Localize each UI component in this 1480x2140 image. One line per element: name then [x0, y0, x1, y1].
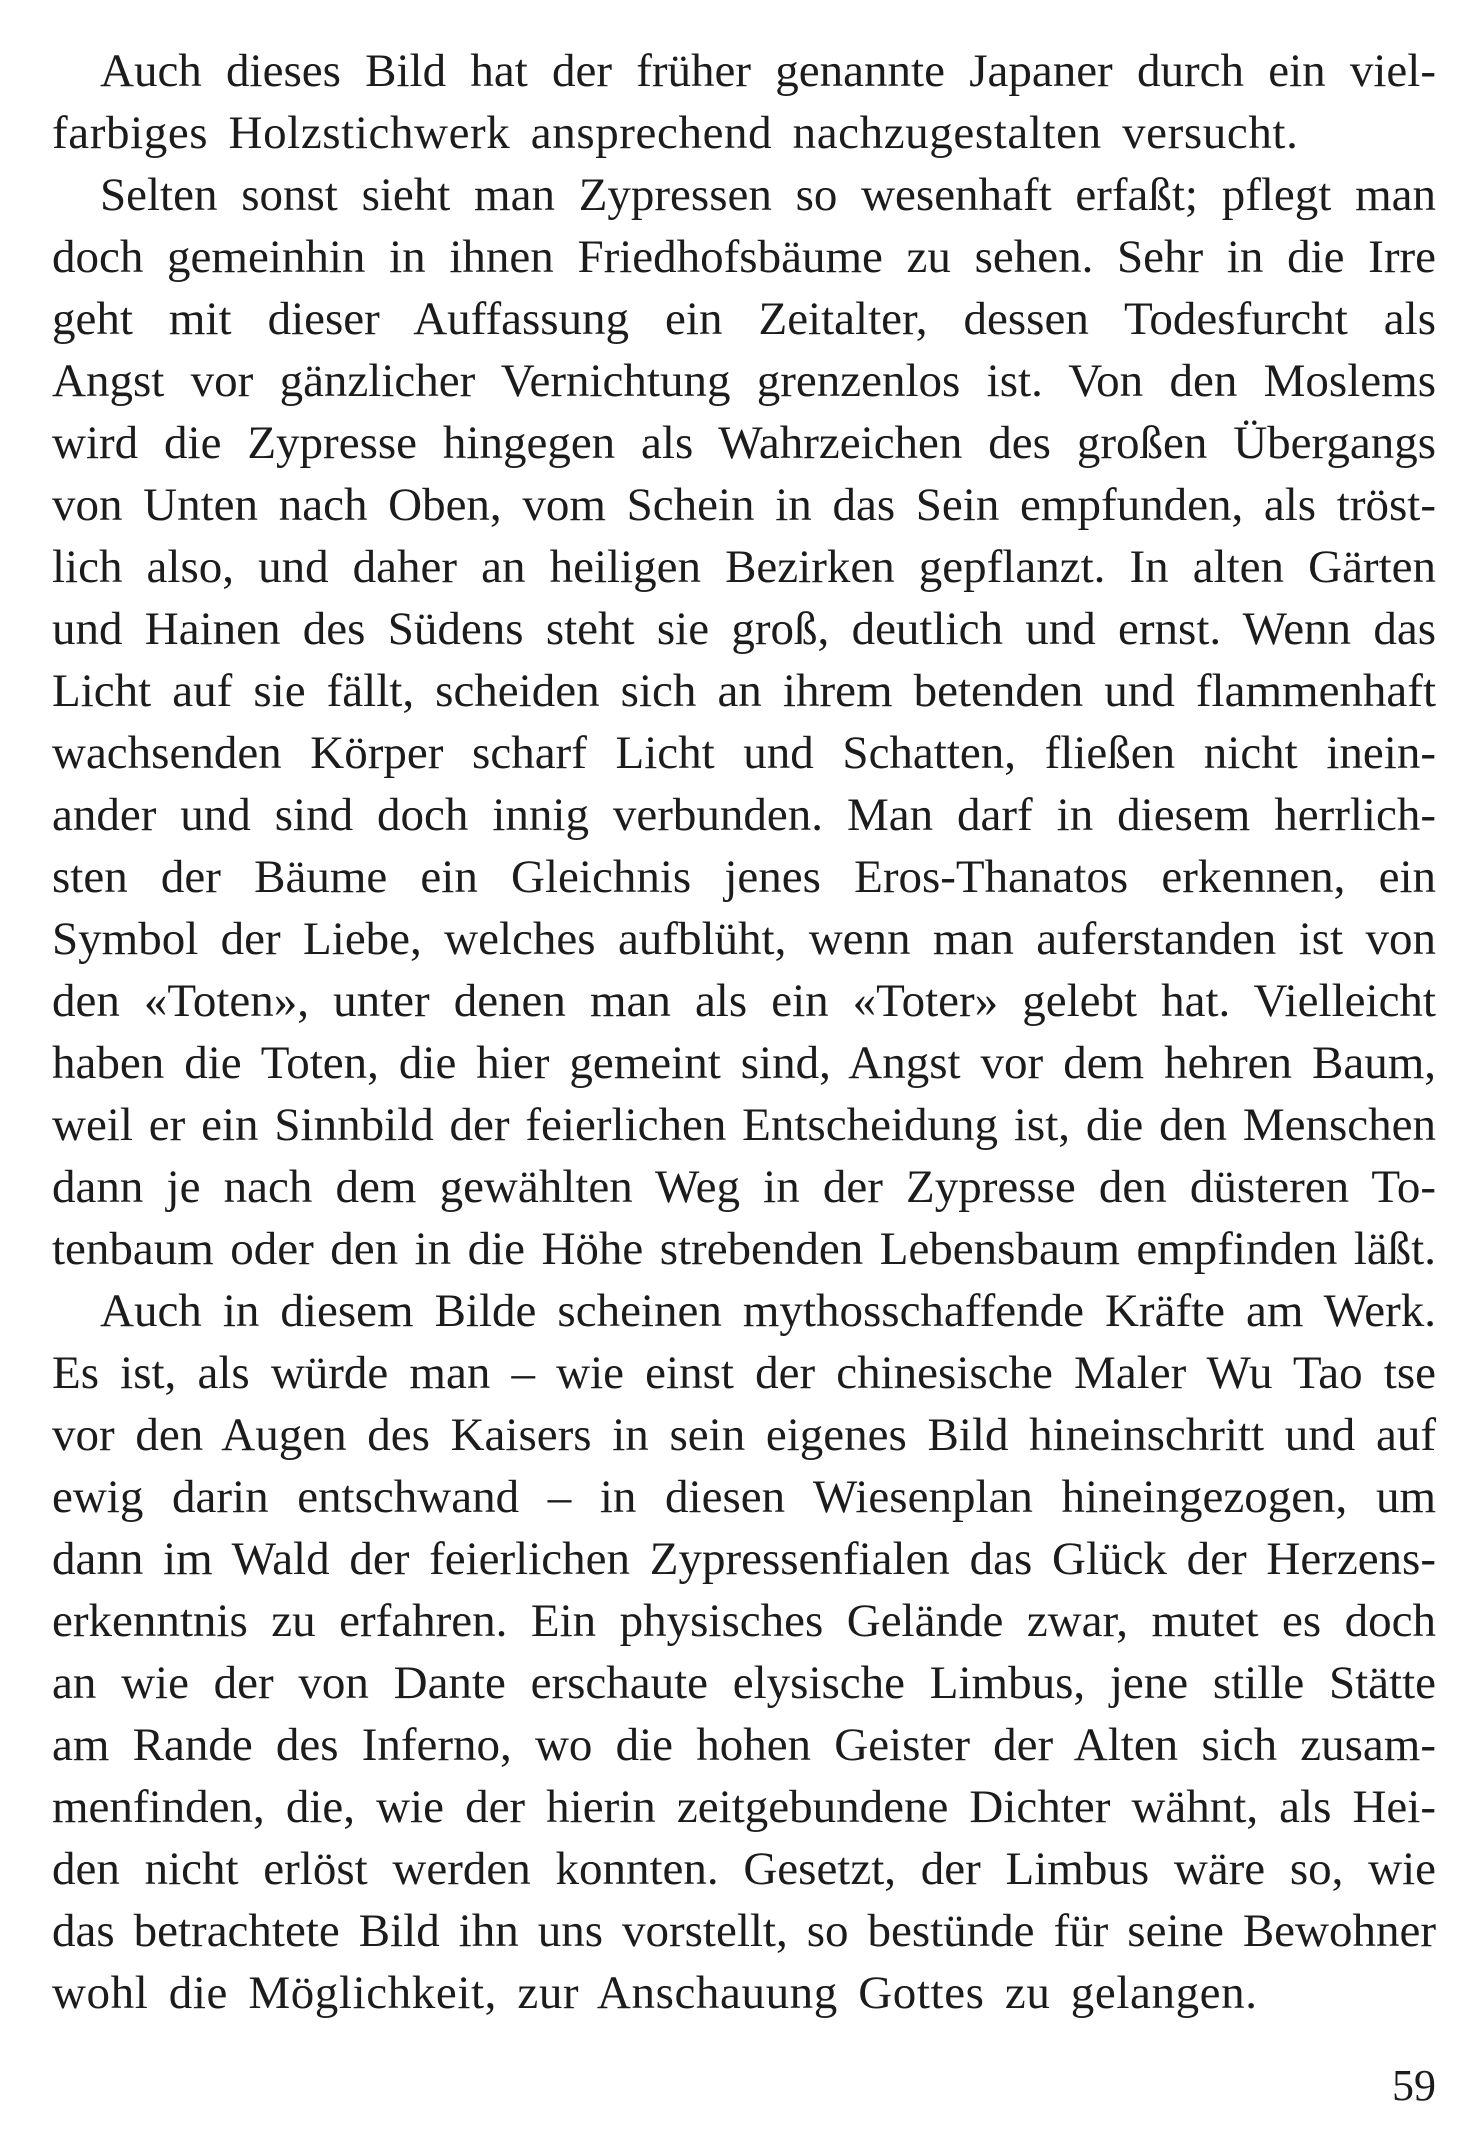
body-text	[52, 40, 1436, 2024]
text-line: das betrachtete Bild ihn uns vorstellt, so bestünde für seine Bewohner	[52, 1905, 1436, 1957]
text-line: menfinden, die, wie der hierin zeitgebundene Dichter wähnt, als Hei-	[52, 1781, 1436, 1833]
paragraph	[52, 164, 1436, 1280]
text-line: am Rande des Inferno, wo die hohen Geister der Alten sich zusam-	[52, 1719, 1436, 1771]
text-line: Licht auf sie fällt, scheiden sich an ihrem betenden und flammenhaft	[52, 665, 1436, 717]
text-line: dann je nach dem gewählten Weg in der Zypresse den düsteren To-	[52, 1161, 1436, 1213]
text-line: sten der Bäume ein Gleichnis jenes Eros-Thanatos erkennen, ein	[52, 851, 1436, 903]
text-line: den nicht erlöst werden konnten. Gesetzt, der Limbus wäre so, wie	[52, 1843, 1436, 1895]
text-line: dann im Wald der feierlichen Zypressenfialen das Glück der Herzens-	[52, 1533, 1436, 1585]
text-line: wohl die Möglichkeit, zur Anschauung Gottes zu gelangen.	[52, 1967, 1258, 2019]
text-line: lich also, und daher an heiligen Bezirken gepflanzt. In alten Gärten	[52, 541, 1436, 593]
paragraph	[52, 40, 1436, 164]
paragraph	[52, 1280, 1436, 2024]
text-line: den «Toten», unter denen man als ein «Toter» gelebt hat. Vielleicht	[52, 975, 1436, 1027]
text-line: Auch dieses Bild hat der früher genannte Japaner durch ein viel-	[100, 45, 1436, 97]
text-line: Angst vor gänzlicher Vernichtung grenzenlos ist. Von den Moslems	[52, 355, 1436, 407]
text-line: farbiges Holzstichwerk ansprechend nachzugestalten versucht.	[52, 107, 1299, 159]
page-number: 59	[1392, 2061, 1436, 2110]
text-line: ander und sind doch innig verbunden. Man darf in diesem herrlich-	[52, 789, 1436, 841]
text-line: vor den Augen des Kaisers in sein eigenes Bild hineinschritt und auf	[52, 1409, 1436, 1461]
text-line: ewig darin entschwand – in diesen Wiesenplan hineingezogen, um	[52, 1471, 1436, 1523]
text-line: von Unten nach Oben, vom Schein in das Sein empfunden, als tröst-	[52, 479, 1436, 531]
text-line: Auch in diesem Bilde scheinen mythosschaffende Kräfte am Werk.	[100, 1285, 1436, 1337]
text-line: Symbol der Liebe, welches aufblüht, wenn man auferstanden ist von	[52, 913, 1436, 965]
text-line: Es ist, als würde man – wie einst der chinesische Maler Wu Tao tse	[52, 1347, 1436, 1399]
text-line: doch gemeinhin in ihnen Friedhofsbäume zu sehen. Sehr in die Irre	[52, 231, 1436, 283]
text-line: tenbaum oder den in die Höhe strebenden Lebensbaum empfinden läßt.	[52, 1223, 1436, 1275]
text-line: geht mit dieser Auffassung ein Zeitalter, dessen Todesfurcht als	[52, 293, 1436, 345]
text-line: erkenntnis zu erfahren. Ein physisches Gelände zwar, mutet es doch	[52, 1595, 1436, 1647]
text-line: haben die Toten, die hier gemeint sind, Angst vor dem hehren Baum,	[52, 1037, 1436, 1089]
text-line: wird die Zypresse hingegen als Wahrzeichen des großen Übergangs	[52, 417, 1436, 469]
text-line: und Hainen des Südens steht sie groß, deutlich und ernst. Wenn das	[52, 603, 1436, 655]
text-line: weil er ein Sinnbild der feierlichen Entscheidung ist, die den Menschen	[52, 1099, 1436, 1151]
text-line: Selten sonst sieht man Zypressen so wesenhaft erfaßt; pflegt man	[100, 169, 1436, 221]
text-line: an wie der von Dante erschaute elysische Limbus, jene stille Stätte	[52, 1657, 1436, 1709]
text-line: wachsenden Körper scharf Licht und Schatten, fließen nicht inein-	[52, 727, 1436, 779]
